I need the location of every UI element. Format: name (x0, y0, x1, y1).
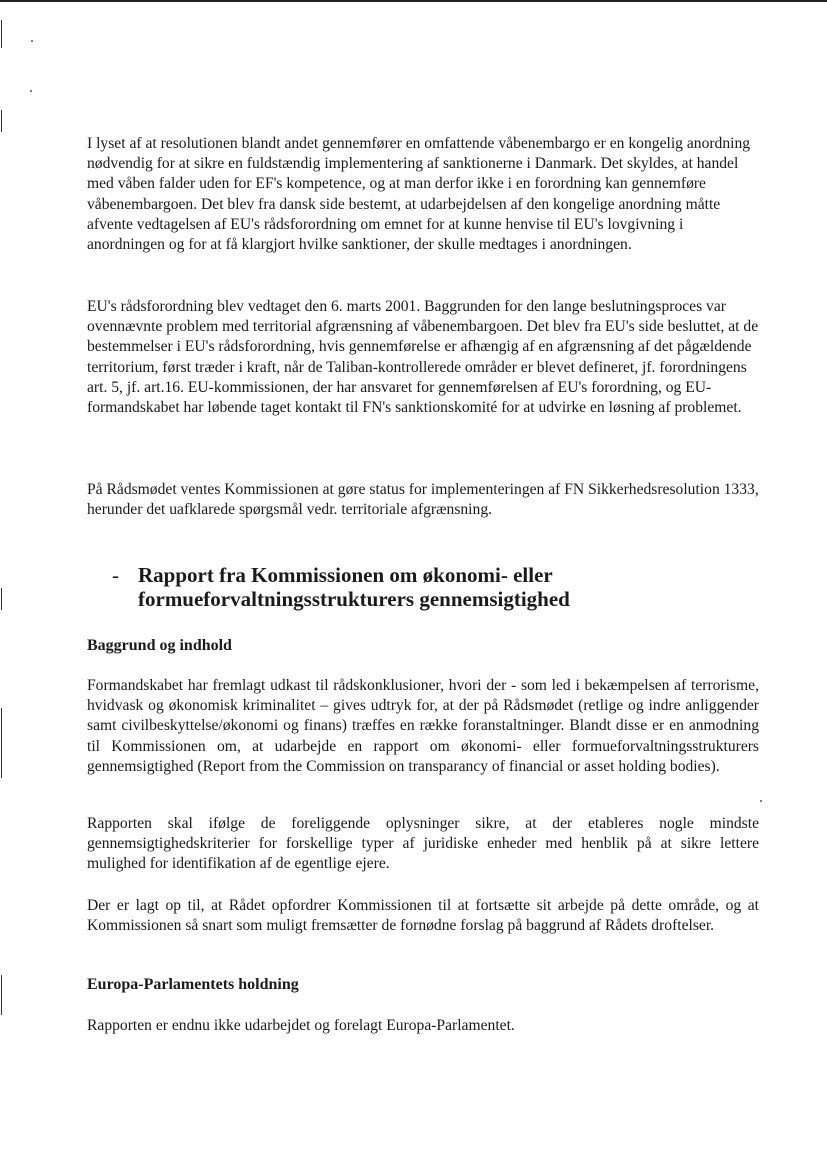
body-paragraph: På Rådsmødet ventes Kommissionen at gøre status for implementeringen af FN Sikkerhedsresolution 1333, herunder det uafklarede spørgsmål vedr. territoriale afgrænsning. (87, 481, 759, 519)
scan-edge-mark (1, 975, 2, 1015)
scan-edge-mark (1, 708, 2, 778)
body-paragraph: I lyset af at resolutionen blandt andet gennemfører en omfattende våbenembargo er en kongelig anordning nødvendig for at sikre en fuldstændig implementering af sanktionerne i Danmark. Det skyldes, at handel med våben falder uden for EF's kompetence, og at man derfor ikke i en forordning kan gennemføre våbenembargoen. Det blev fra dansk side bestemt, at udarbejdelsen af den kongelige anordning måtte afvente vedtagelsen af EU's rådsforordning om emnet for at kunne henvise til EU's lovgivning i anordningen og for at få klargjort hvilke sanktioner, der skulle medtages i anordningen. (87, 135, 751, 254)
top-border-line (0, 0, 827, 2)
scan-speck (31, 40, 33, 42)
section-dash: - (112, 563, 119, 587)
body-paragraph: Rapporten skal ifølge de foreliggende oplysninger sikre, at der etableres nogle mindste gennemsigtighedskriterier for forskellige typer af juridiske enheder med henblik på at sikre lettere mulighed for identifikation af de egentlige ejere. (87, 815, 759, 873)
subheading-background: Baggrund og indhold (87, 637, 232, 654)
body-paragraph: Formandskabet har fremlagt udkast til rådskonklusioner, hvori der - som led i bekæmpelsen af terrorisme, hvidvask og økonomisk kriminalitet – gives udtryk for, at der på Rådsmødet (retlige og indre anliggender samt civilbeskyttelse/økonomi og finans) træffes en række foranstaltninger. Blandt disse er en anmodning til Kommissionen om, at udarbejde en rapport om økonomi- eller formueforvaltningsstrukturers gennemsigtighed (Report from the Commission on transparancy of financial or asset holding bodies). (87, 677, 759, 775)
section-title: Rapport fra Kommissionen om økonomi- eller formueforvaltningsstrukturers gennemsigtighed (138, 563, 570, 611)
body-paragraph: Der er lagt op til, at Rådet opfordrer Kommissionen til at fortsætte sit arbejde på dette område, og at Kommissionen så snart som muligt fremsætter de fornødne forslag på baggrund af Rådets droftelser. (87, 897, 759, 935)
scan-speck (760, 800, 762, 802)
scan-speck (30, 90, 32, 92)
body-paragraph: Rapporten er endnu ikke udarbejdet og forelagt Europa-Parlamentet. (87, 1017, 515, 1034)
subheading-parliament: Europa-Parlamentets holdning (87, 976, 299, 993)
body-paragraph: EU's rådsforordning blev vedtaget den 6. marts 2001. Baggrunden for den lange beslutningsproces var ovennævnte problem med territorial afgrænsning af våbenembargoen. Det blev fra EU's side besluttet, at de bestemmelser i EU's rådsforordning, hvis gennemførelse er afhængig af en afgrænsning af det pågældende territorium, først træder i kraft, når de Taliban-kontrollerede områder er blevet defineret, jf. forordningens art. 5, jf. art.16. EU-kommissionen, der har ansvaret for gennemførelsen af EU's forordning, og EU-formandskabet har løbende taget kontakt til FN's sanktionskomité for at udvirke en løsning af problemet. (87, 298, 759, 417)
scan-edge-mark (1, 110, 2, 132)
scan-edge-mark (1, 588, 2, 610)
scan-edge-mark (1, 20, 2, 48)
